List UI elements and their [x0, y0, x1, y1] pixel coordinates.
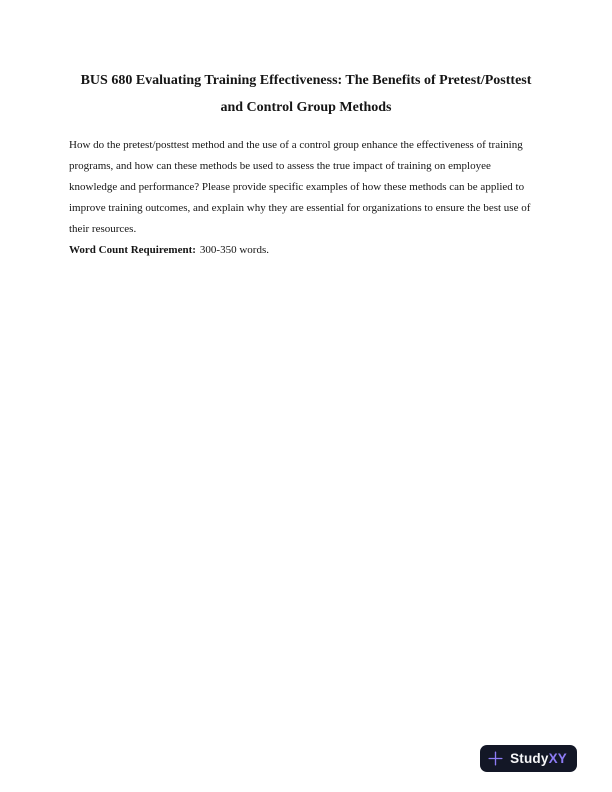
paragraph-line: improve training outcomes, and explain why they are essential for organizations to ensure the best use of: [69, 202, 531, 214]
paragraph-line: programs, and how can these methods be used to assess the true impact of training on employee: [69, 160, 491, 172]
word-count-label: Word Count Requirement:: [69, 244, 196, 256]
brand-name: [510, 751, 567, 766]
plus-icon: [488, 751, 503, 766]
paragraph-line: How do the pretest/posttest method and the use of a control group enhance the effectiveness of training: [69, 139, 523, 151]
paragraph-line: their resources.: [69, 223, 137, 235]
brand-name-primary: Study: [510, 751, 549, 766]
document-title: [0, 67, 612, 121]
brand-name-accent: XY: [548, 751, 567, 766]
studyxy-logo-badge[interactable]: [480, 745, 577, 772]
document-title-line-2: and Control Group Methods: [220, 100, 392, 115]
word-count-requirement: [69, 240, 555, 261]
word-count-value: 300-350 words.: [199, 244, 269, 256]
paragraph-line: knowledge and performance? Please provide specific examples of how these methods can be applied to: [69, 181, 525, 193]
document-body: [69, 135, 555, 261]
document-title-line-1: BUS 680 Evaluating Training Effectiveness: The Benefits of Pretest/Posttest: [80, 73, 532, 88]
